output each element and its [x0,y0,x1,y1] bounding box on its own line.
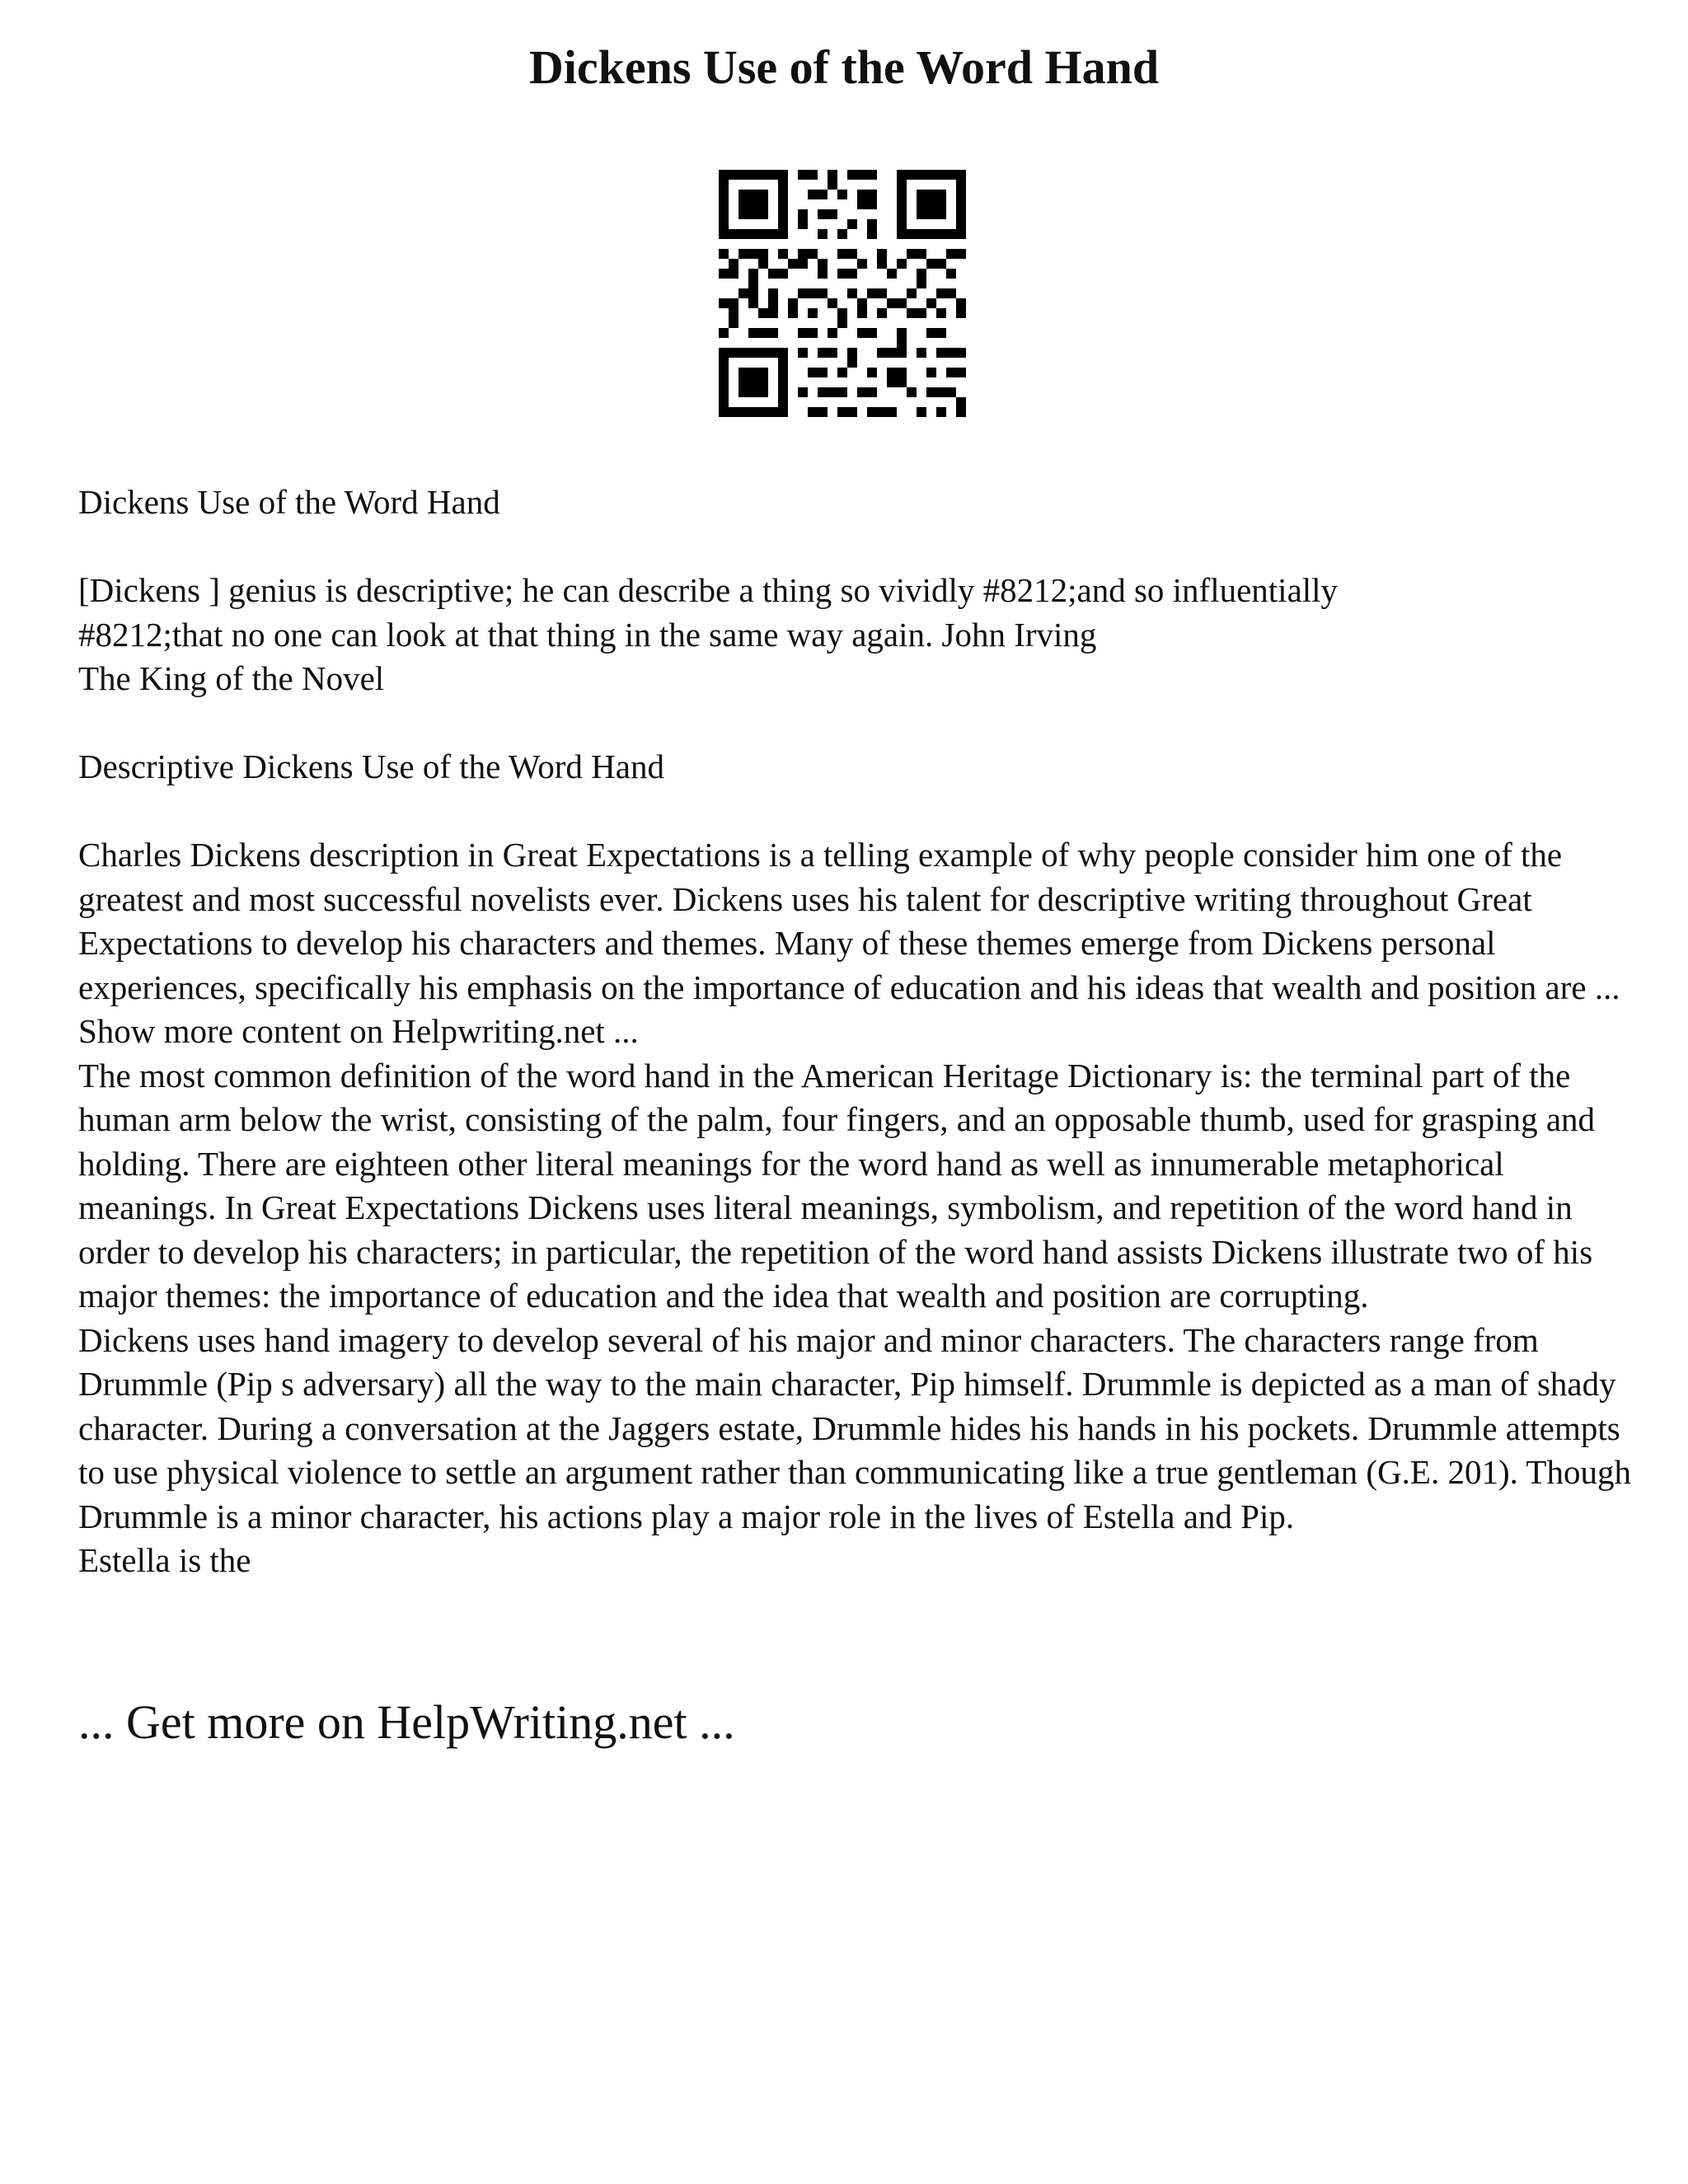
body-paragraph: Charles Dickens description in Great Expectations is a telling example of why people consider him one of the greatest and most successful novelists ever. Dickens uses his talent for descriptive writing throughout Great Expectations to develop his characters and themes. Many of these themes emerge from Dickens personal experiences, specifically his emphasis on the importance of education and his ideas that wealth and position are ... Show more content on Helpwriting.net ... [78,836,1620,1050]
spacer [78,790,1644,834]
qr-code-icon [719,170,966,417]
body-paragraph: Dickens uses hand imagery to develop several of his major and minor characters. The characters range from Drummle (Pip s adversary) all the way to the main character, Pip himself. Drummle is depicted as a man of shady character. During a conversation at the Jaggers estate, Drummle hides his hands in his pockets. Drummle attempts to use physical violence to settle an argument rather than communicating like a true gentleman (G.E. 201). Though Drummle is a minor character, his actions play a major role in the lives of Estella and Pip. [78,1320,1631,1535]
quote-line: [Dickens ] genius is descriptive; he can describe a thing so vividly #8212;and so influentially [78,571,1339,609]
section-heading: Descriptive Dickens Use of the Word Hand [78,748,664,785]
spacer [78,525,1644,569]
body-paragraph: Estella is the [78,1541,251,1579]
get-more-link[interactable]: ... Get more on HelpWriting.net ... [78,1695,735,1749]
document-body [78,480,1644,1583]
spacer [78,701,1644,746]
quote-line: The King of the Novel [78,659,385,697]
page-title: Dickens Use of the Word Hand [528,40,1160,94]
body-paragraph: The most common definition of the word hand in the American Heritage Dictionary is: the terminal part of the human arm below the wrist, consisting of the palm, four fingers, and an opposable thumb, used for grasping and holding. There are eighteen other literal meanings for the word hand as well as innumerable metaphorical meanings. In Great Expectations Dickens uses literal meanings, symbolism, and repetition of the word hand in order to develop his characters; in particular, the repetition of the word hand assists Dickens illustrate two of his major themes: the importance of education and the idea that wealth and position are corrupting. [78,1056,1596,1315]
document-subtitle: Dickens Use of the Word Hand [78,483,500,521]
quote-line: #8212;that no one can look at that thing in the same way again. John Irving [78,615,1097,654]
